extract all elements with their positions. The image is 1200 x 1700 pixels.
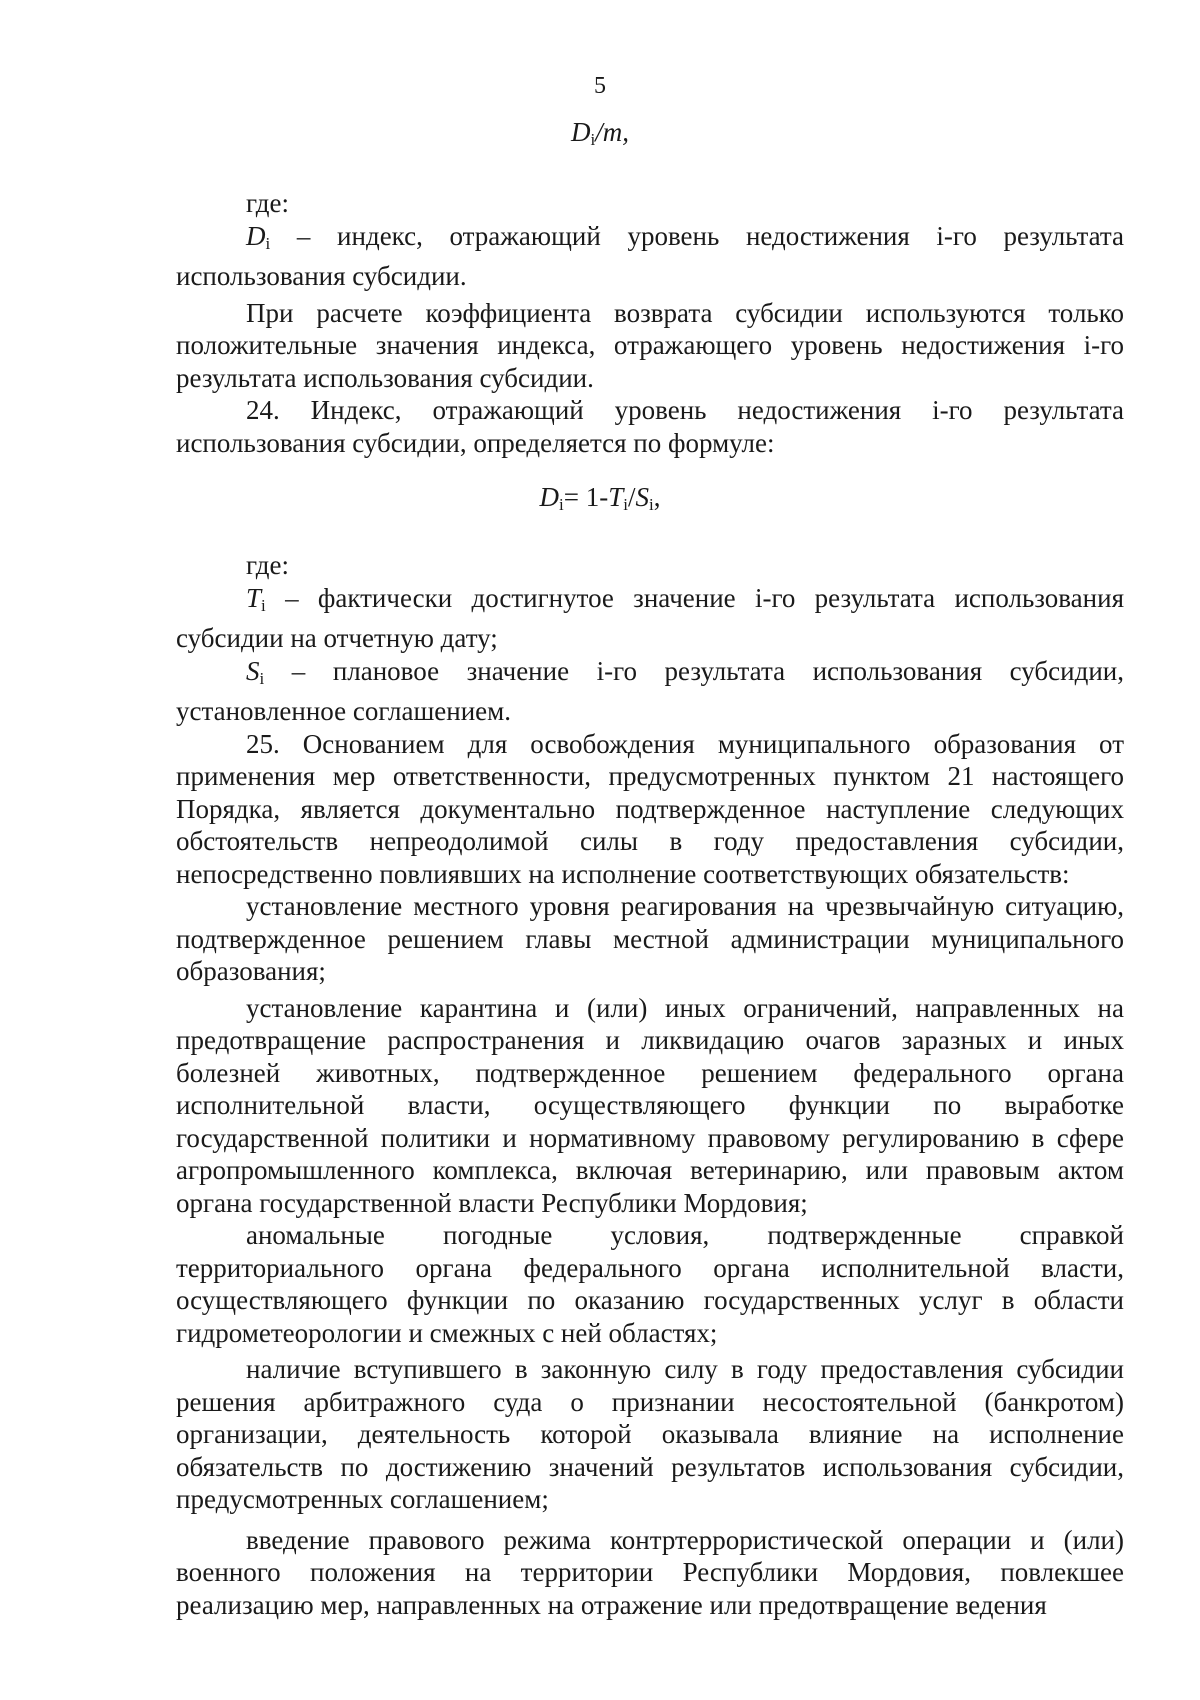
formula-slash: /	[627, 482, 636, 512]
where-label: где:	[246, 188, 289, 218]
list-item-counterterrorism: введение правового режима контртеррористической операции и (или) военного положения на территории Республики Мордовия, повлекшее реализацию мер, направленных на отражение или предотвращение ведения	[176, 1524, 1124, 1620]
var-s-sub: i	[259, 668, 265, 688]
formula-t-sub: i	[623, 495, 628, 514]
definition-di	[176, 220, 1124, 293]
definition-si	[176, 655, 1124, 728]
formula-lhs-sub: i	[559, 495, 564, 514]
formula-rest: /m,	[595, 117, 629, 147]
text-block-upper	[176, 187, 1124, 459]
formula-lhs-var: D	[539, 482, 560, 512]
list-item-weather: аномальные погодные условия, подтвержденные справкой территориального органа федерального органа исполнительной власти, осуществляющего функции по оказанию государственных услуг в области гидрометеорологии и смежных с ней областях;	[176, 1220, 1124, 1348]
formula-sub-i: i	[590, 130, 596, 149]
definition-ti	[176, 582, 1124, 655]
formula-t-var: T	[608, 482, 624, 512]
definition-ti-text: – фактически достигнутое значение i-го результата использования субсидии на отчетную дату;	[176, 582, 1124, 653]
formula-s-sub: i	[649, 495, 654, 514]
definition-di-text: – индекс, отражающий уровень недостижения i-го результата использования субсидии.	[176, 220, 1124, 291]
formula-eq: = 1-	[563, 482, 609, 512]
formula-s-var: S	[635, 482, 649, 512]
list-item-bankruptcy: наличие вступившего в законную силу в году предоставления субсидии решения арбитражного суда о признании несостоятельной (банкротом) организации, деятельность которой оказывала влияние на исполнение обязательств по достижению значений результатов использования субсидии, предусмотренных соглашением;	[176, 1354, 1124, 1514]
var-d	[246, 221, 270, 251]
list-item-local-emergency: установление местного уровня реагирования на чрезвычайную ситуацию, подтвержденное решением главы местной администрации муниципального образования;	[176, 891, 1124, 986]
paragraph-25: 25. Основанием для освобождения муниципального образования от применения мер ответственности, предусмотренных пунктом 21 настоящего Порядка, является документально подтвержденное наступление следующих обстоятельств непреодолимой силы в году предоставления субсидии, непосредственно повлиявших на исполнение соответствующих обязательств:	[176, 728, 1124, 889]
paragraph-positive-values: При расчете коэффициента возврата субсидии используются только положительные значения индекса, отражающего уровень недостижения i-го результата использования субсидии.	[176, 297, 1124, 393]
formula-return-coefficient	[0, 116, 1200, 156]
var-d-letter: D	[246, 220, 266, 251]
var-s	[246, 656, 264, 686]
formula-var-d: D	[571, 117, 591, 147]
var-d-sub: i	[265, 233, 271, 253]
var-t-letter: T	[246, 582, 262, 613]
where-label-2: где:	[246, 550, 289, 580]
var-s-letter: S	[246, 655, 260, 686]
definition-si-text: – плановое значение i-го результата использования субсидии, установленное соглашением.	[176, 655, 1124, 726]
paragraph-24: 24. Индекс, отражающий уровень недостижения i-го результата использования субсидии, определяется по формуле:	[176, 395, 1124, 458]
text-block-lower	[176, 549, 1124, 1621]
formula-end: ,	[653, 482, 661, 512]
var-t-sub: i	[261, 595, 266, 615]
formula-index	[0, 481, 1200, 521]
page-number: 5	[594, 73, 606, 99]
var-t	[246, 583, 266, 613]
list-item-quarantine: установление карантина и (или) иных ограничений, направленных на предотвращение распространения и ликвидацию очагов заразных и иных болезней животных, подтвержденное решением федерального органа исполнительной власти, осуществляющего функции по выработке государственной политики и нормативному правовому регулированию в сфере агропромышленного комплекса, включая ветеринарию, или правовым актом органа государственной власти Республики Мордовия;	[176, 992, 1124, 1218]
